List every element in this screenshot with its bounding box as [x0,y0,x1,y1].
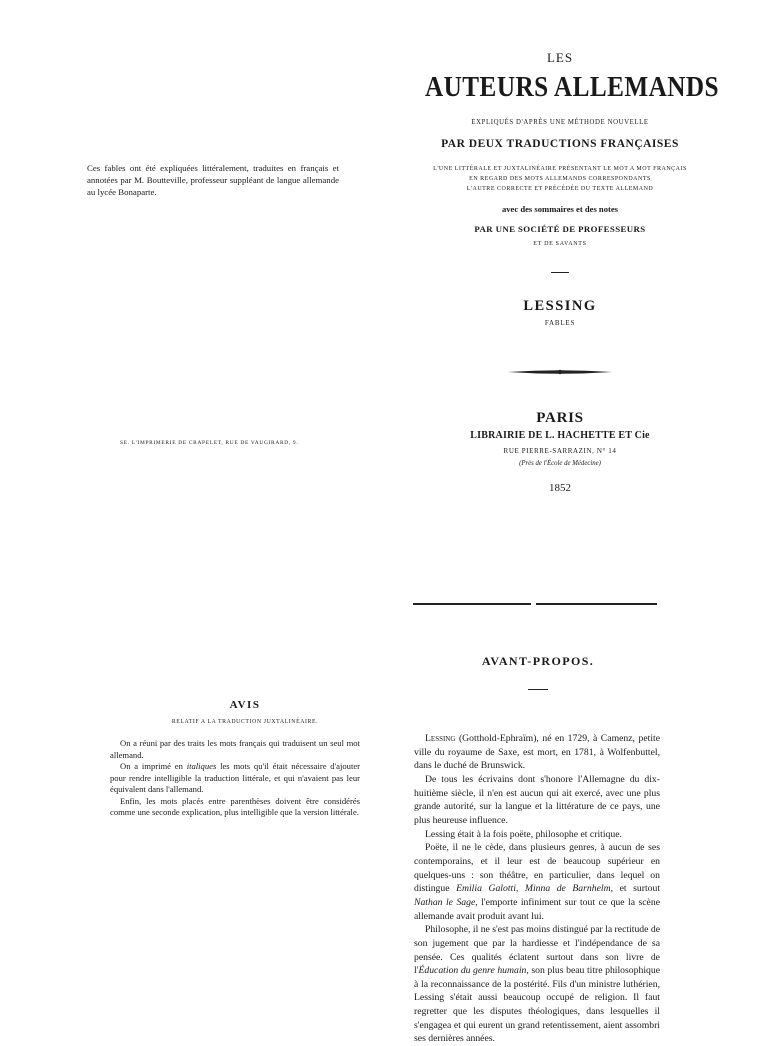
address-note: (Près de l'École de Médecine) [519,460,601,467]
header-rule-right [536,603,657,605]
avant-propos-paragraph-2: De tous les écrivains dont s'honore l'Allemagne du dix-huitième siècle, il n'en est aucun qui ait exercé, avec une plus grande autorité, sur la langue et la littérature de ce pays, une plus heureuse influence. [414,773,660,826]
translator-note: Ces fables ont été expliquées littéralement, traduites en français et annotées par M. Boutteville, professeur suppléant de langue allemande au lycée Bonaparte. [87,163,339,197]
avis-body [110,738,360,819]
publisher: LIBRAIRIE DE L. HACHETTE ET Cie [470,430,650,441]
series-title: AUTEURS ALLEMANDS [425,72,720,103]
avant-propos-p5-end: , son plus beau titre philosophique à la reconnaissance de la postérité. Fils d'un ministre luthérien, Lessing s'était aussi beaucoup occupé de religion. Il faut regretter que les disputes théologiques, dans lesquelles il s'engagea et qui eurent un grand retentissement, aient assombri ses dernières années. [414,965,660,1045]
ornamental-rule [508,368,612,376]
method-description-line-2: EN REGARD DES MOTS ALLEMANDS CORRESPONDANTS [469,176,651,182]
savants-line: ET DE SAVANTS [533,241,587,247]
avant-propos-paragraph-1 [414,732,660,773]
city: PARIS [536,410,584,426]
method-line: EXPLIQUÉS D'APRÈS UNE MÉTHODE NOUVELLE [471,119,649,126]
avant-propos-p4-start: Poëte, il ne le cède, dans plusieurs genres, à aucun de ses contemporains, et il leur est de beaucoup supérieur en quelques-uns : son théâtre, en particulier, dans lequel on distingue [414,842,660,895]
short-rule [551,272,569,273]
lessing-name: Lessing [425,733,456,744]
avant-propos-paragraph-3: Lessing était à la fois poëte, philosophe et critique. [425,828,622,840]
avant-propos-p1-text: (Gotthold-Ephraïm), né en 1729, à Camenz, petite ville du royaume de Saxe, est mort, en 1781, à Wolfenbuttel, dans le duché de Brunswick. [414,733,660,772]
avant-propos-heading: AVANT-PROPOS. [481,654,595,668]
method-description [412,164,708,194]
method-description-line-1: L'UNE LITTÉRALE ET JUXTALINÉAIRE PRÉSENTANT LE MOT A MOT FRANÇAIS [433,166,687,172]
work-minna-de-barnhelm: Minna de Barnhelm [524,883,611,895]
avant-propos-paragraph-5 [414,923,660,1046]
author-name: LESSING [523,298,597,314]
avis-paragraph-1: On a réuni par des traits les mots français qui traduisent un seul mot allemand. [110,738,360,760]
avis-heading: AVIS [229,699,261,711]
avis-p2-end: les mots qu'il était nécessaire d'ajouter pour rendre intelligible la traduction littérale, et qui n'avaient pas leur équivalent dans l'allemand. [110,761,361,794]
avant-propos-paragraph-4: Poëte, il ne le cède, dans plusieurs genres, à aucun de ses contemporains, et il leur est de beaucoup supérieur en quelques-uns : son théâtre, en particulier, dans lequel on distingue Emilia Galotti, Minna de Barnhelm, et surtout Nathan le Sage, l'emporte infiniment sur tout ce que la scène allemande avait produit avant lui. [414,842,661,922]
work-title: FABLES [544,319,576,327]
avis-paragraph-2 [110,761,360,796]
printer-imprint: SE. L'IMPRIMERIE DE CRAPELET, RUE DE VAUGIRARD, 9. [120,440,299,446]
avis-p2-start: On a imprimé en [120,761,183,771]
work-education-genre-humain: Éducation du genre humain [418,965,527,977]
publication-year: 1852 [549,482,571,494]
avis-p2-italic: italiques [186,761,217,771]
header-rule-left [413,603,531,605]
notes-line: avec des sommaires et des notes [501,204,619,214]
work-nathan-le-sage: Nathan le Sage [414,896,476,908]
avis-paragraph-3: Enfin, les mots placés entre parenthèses doivent être considérés comme une seconde explication, plus intelligible que la version littérale. [110,795,360,817]
work-emilia-galotti: Emilia Galotti [456,883,516,895]
method-description-line-3: L'AUTRE CORRECTE ET PRÉCÉDÉE DU TEXTE ALLEMAND [466,186,654,192]
avis-subheading: RELATIF A LA TRADUCTION JUXTALINÉAIRE. [171,719,319,725]
avant-propos-p5-start: Philosophe, il ne s'est pas moins distingué par la rectitude de son jugement que par la hardiesse et l'indépendance de sa pensée. Ces qualités éclatent surtout dans son livre de l' [414,924,661,977]
series-les: LES [546,50,574,65]
society-line: PAR UNE SOCIÉTÉ DE PROFESSEURS [474,224,646,234]
avant-propos-body [414,732,660,1046]
avant-propos-rule [528,689,548,690]
translations-line: PAR DEUX TRADUCTIONS FRANÇAISES [441,138,679,150]
avant-propos-p4-end: l'emporte infiniment sur tout ce que la scène allemande avait produit avant lui. [414,896,660,922]
publisher-address: RUE PIERRE-SARRAZIN, N° 14 [503,447,617,455]
